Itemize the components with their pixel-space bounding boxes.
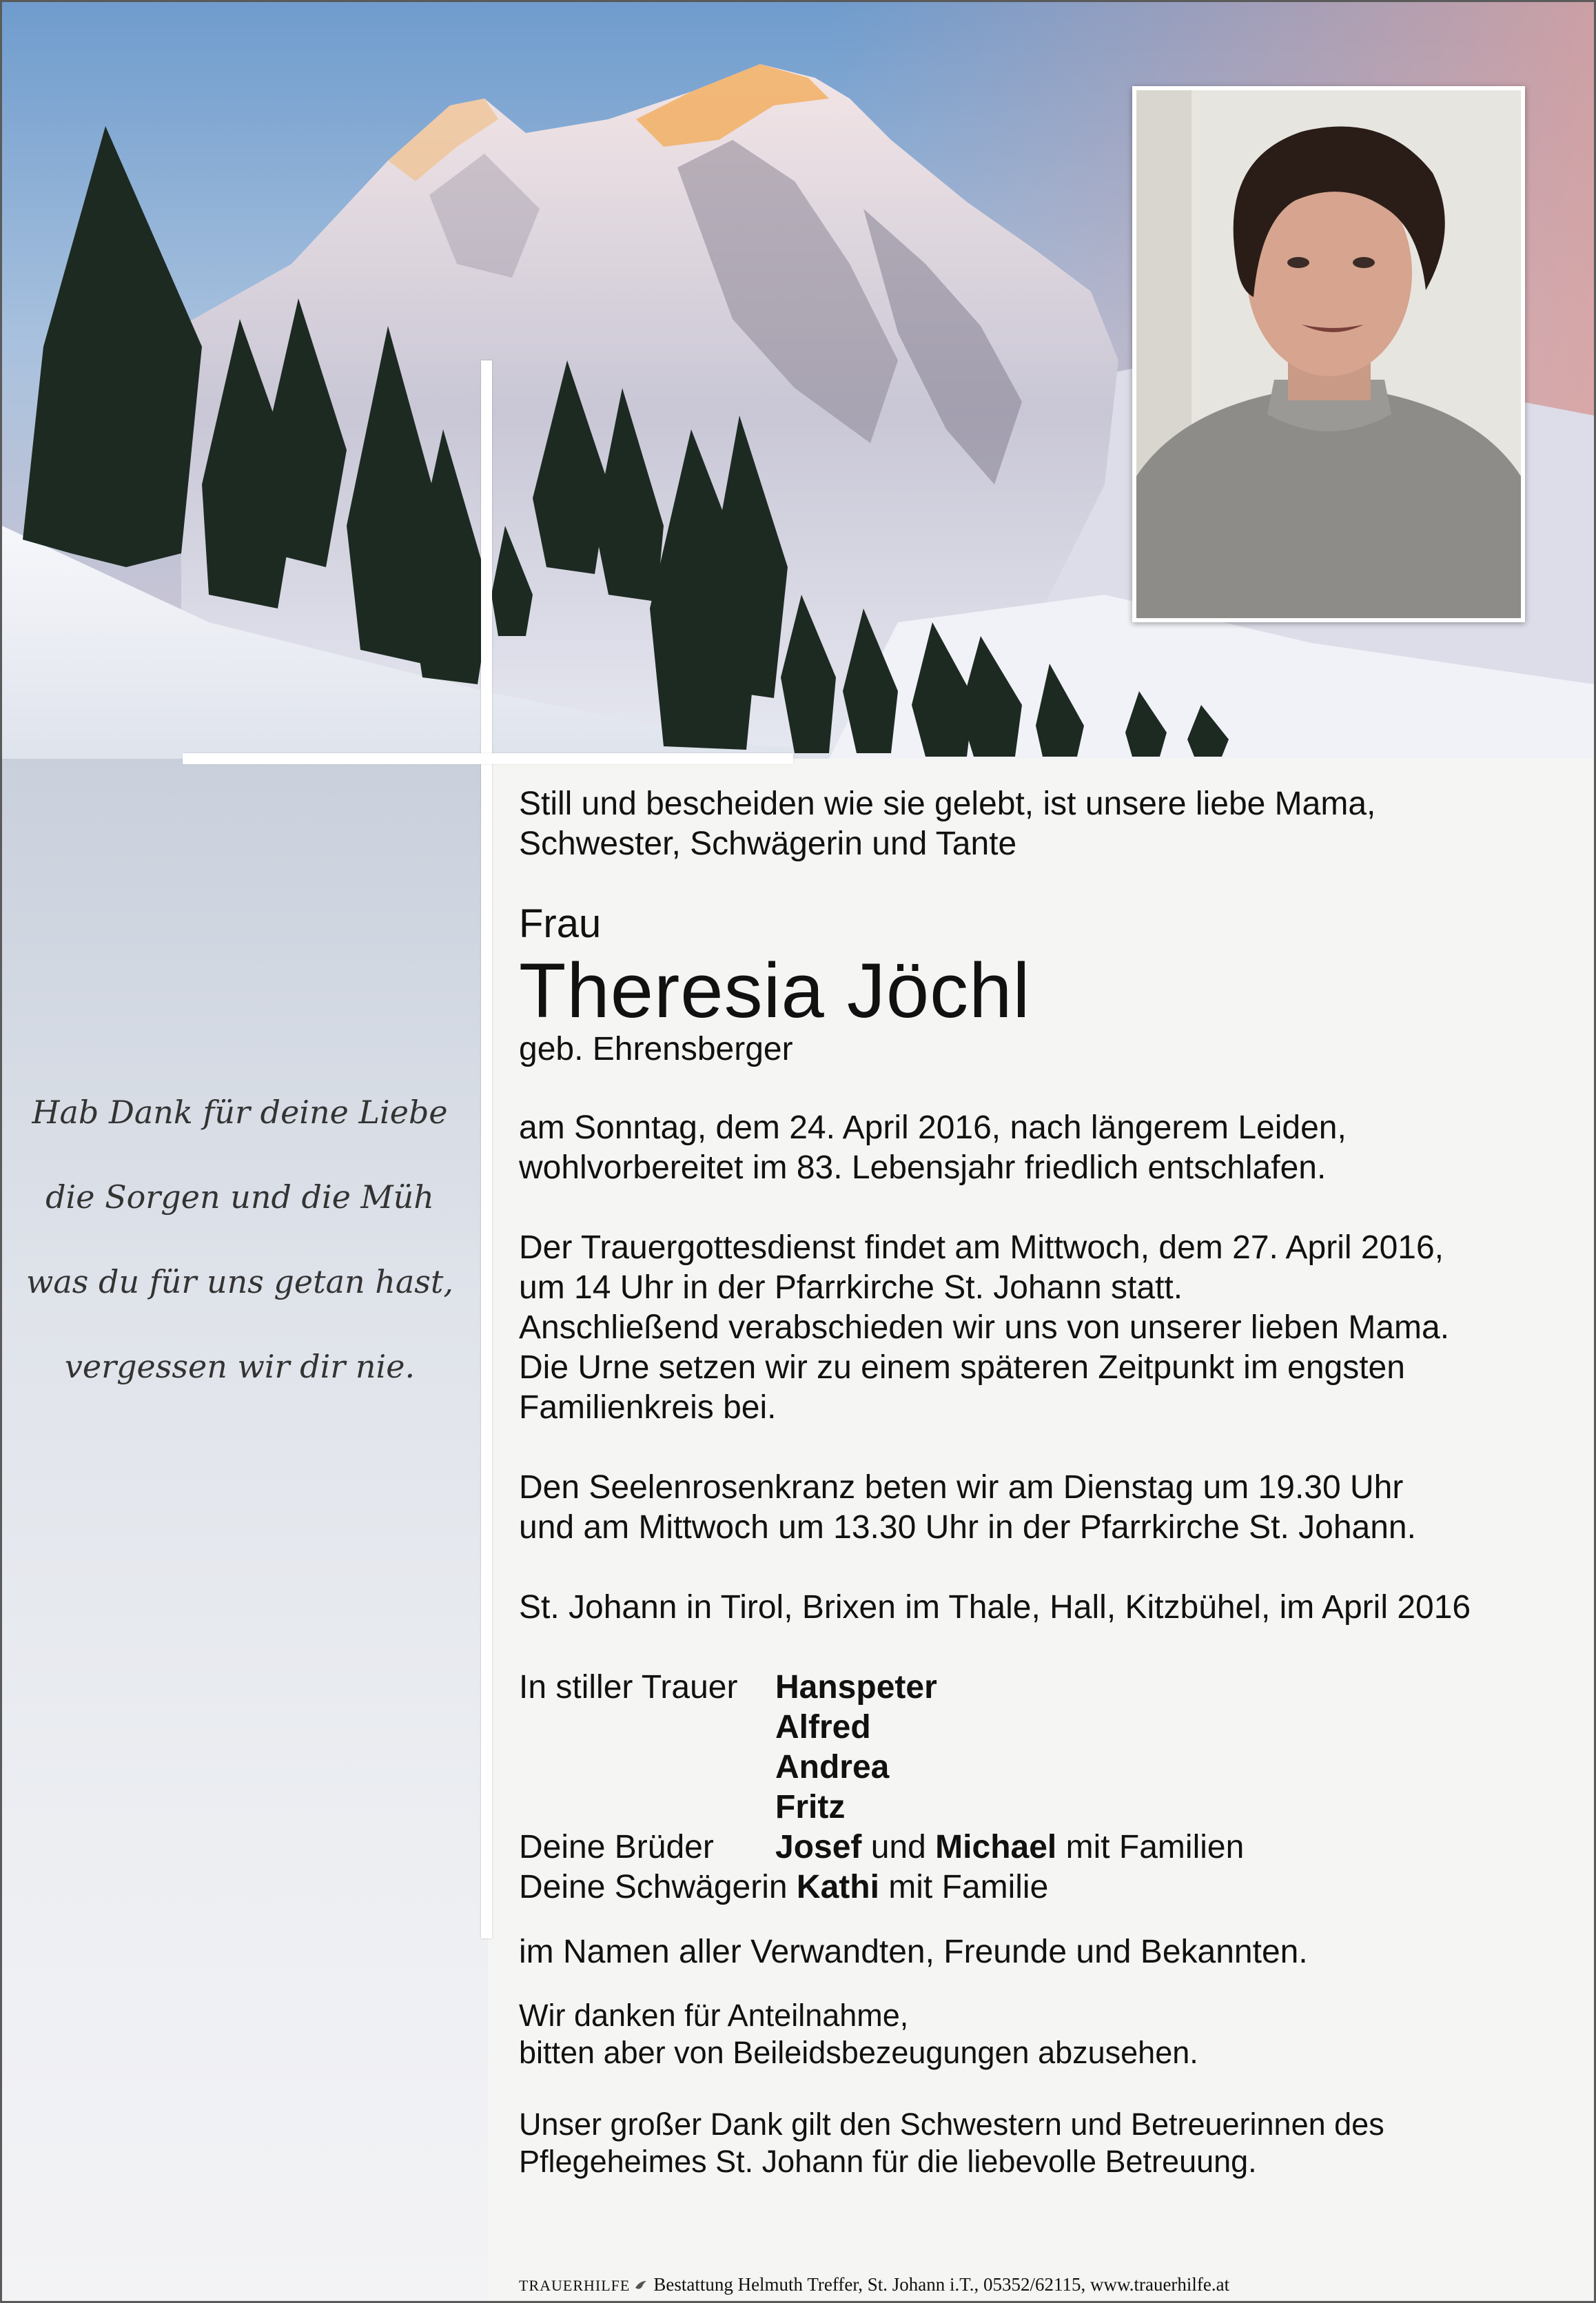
deceased-name: Theresia Jöchl (519, 948, 1031, 1034)
cross-horizontal-bar (183, 753, 793, 764)
poem-line: die Sorgen und die Müh (45, 1178, 434, 1216)
intro-line: Schwester, Schwägerin und Tante (519, 826, 1017, 862)
brother-name: Josef (775, 1829, 862, 1865)
sister-in-law-label: Deine Schwägerin (519, 1869, 788, 1905)
service-line: Anschließend verabschieden wir uns von unserer lieben Mama. (519, 1309, 1450, 1346)
poem-line: Hab Dank für deine Liebe (32, 1094, 448, 1131)
service-line: Der Trauergottesdienst findet am Mittwoch, dem 27. April 2016, (519, 1229, 1444, 1266)
sister-in-law-suffix: mit Familie (888, 1869, 1049, 1905)
service-line: Familienkreis bei. (519, 1389, 777, 1426)
conjunction: und (870, 1829, 926, 1865)
cross-vertical-bar (481, 360, 492, 1938)
footer-brand: TRAUERHILFE (519, 2277, 631, 2294)
service-line: um 14 Uhr in der Pfarrkirche St. Johann statt. (519, 1269, 1183, 1306)
birth-name: geb. Ehrensberger (519, 1031, 793, 1067)
thanks-line: bitten aber von Beileidsbezeugungen abzusehen. (519, 2035, 1198, 2070)
poem-line: vergessen wir dir nie. (64, 1348, 416, 1385)
intro-text (519, 784, 1573, 864)
child-name: Hanspeter (775, 1669, 937, 1706)
memorial-poem (16, 1070, 464, 1409)
footer-text: Bestattung Helmuth Treffer, St. Johann i.T., 05352/62115, www.trauerhilfe.at (653, 2274, 1230, 2295)
mourners-list (519, 1668, 1573, 1907)
left-panel-background (2, 759, 488, 2301)
poem-line: was du für uns getan hast, (25, 1263, 454, 1300)
child-name: Fritz (775, 1789, 846, 1825)
footer (519, 2274, 1229, 2295)
place-and-date: St. Johann in Tirol, Brixen im Thale, Hall, Kitzbühel, im April 2016 (519, 1589, 1471, 1626)
dove-icon (634, 2280, 648, 2292)
brother-name: Michael (935, 1829, 1057, 1865)
death-line: wohlvorbereitet im 83. Lebensjahr friedlich entschlafen. (519, 1149, 1327, 1186)
gratitude-line: Unser großer Dank gilt den Schwestern und Betreuerinnen des (519, 2107, 1384, 2142)
intro-line: Still und bescheiden wie sie gelebt, ist unsere liebe Mama, (519, 786, 1376, 822)
gratitude-line: Pflegeheimes St. Johann für die liebevolle Betreuung. (519, 2144, 1257, 2179)
thanks-text (519, 1997, 1573, 2071)
rosary-line: Den Seelenrosenkranz beten wir am Dienstag um 19.30 Uhr (519, 1469, 1404, 1506)
relatives-line: im Namen aller Verwandten, Freunde und Bekannten. (519, 1934, 1308, 1970)
rosary-info (519, 1468, 1573, 1548)
death-announcement (519, 1108, 1573, 1188)
child-name: Alfred (775, 1709, 871, 1746)
death-line: am Sonntag, dem 24. April 2016, nach längerem Leiden, (519, 1109, 1347, 1146)
service-line: Die Urne setzen wir zu einem späteren Zeitpunkt im engsten (519, 1349, 1405, 1386)
thanks-line: Wir danken für Anteilnahme, (519, 1998, 909, 2033)
gratitude-text (519, 2106, 1573, 2180)
rosary-line: und am Mittwoch um 13.30 Uhr in der Pfarrkirche St. Johann. (519, 1509, 1416, 1546)
funeral-service-info (519, 1228, 1573, 1428)
brothers-suffix: mit Familien (1065, 1829, 1245, 1865)
child-name: Andrea (775, 1749, 890, 1785)
mourners-label: In stiller Trauer (519, 1669, 738, 1706)
brothers-label: Deine Brüder (519, 1829, 714, 1865)
sister-in-law-name: Kathi (796, 1869, 879, 1905)
obituary-text (519, 784, 1573, 2180)
salutation: Frau (519, 901, 602, 946)
portrait-photo (1132, 86, 1525, 622)
